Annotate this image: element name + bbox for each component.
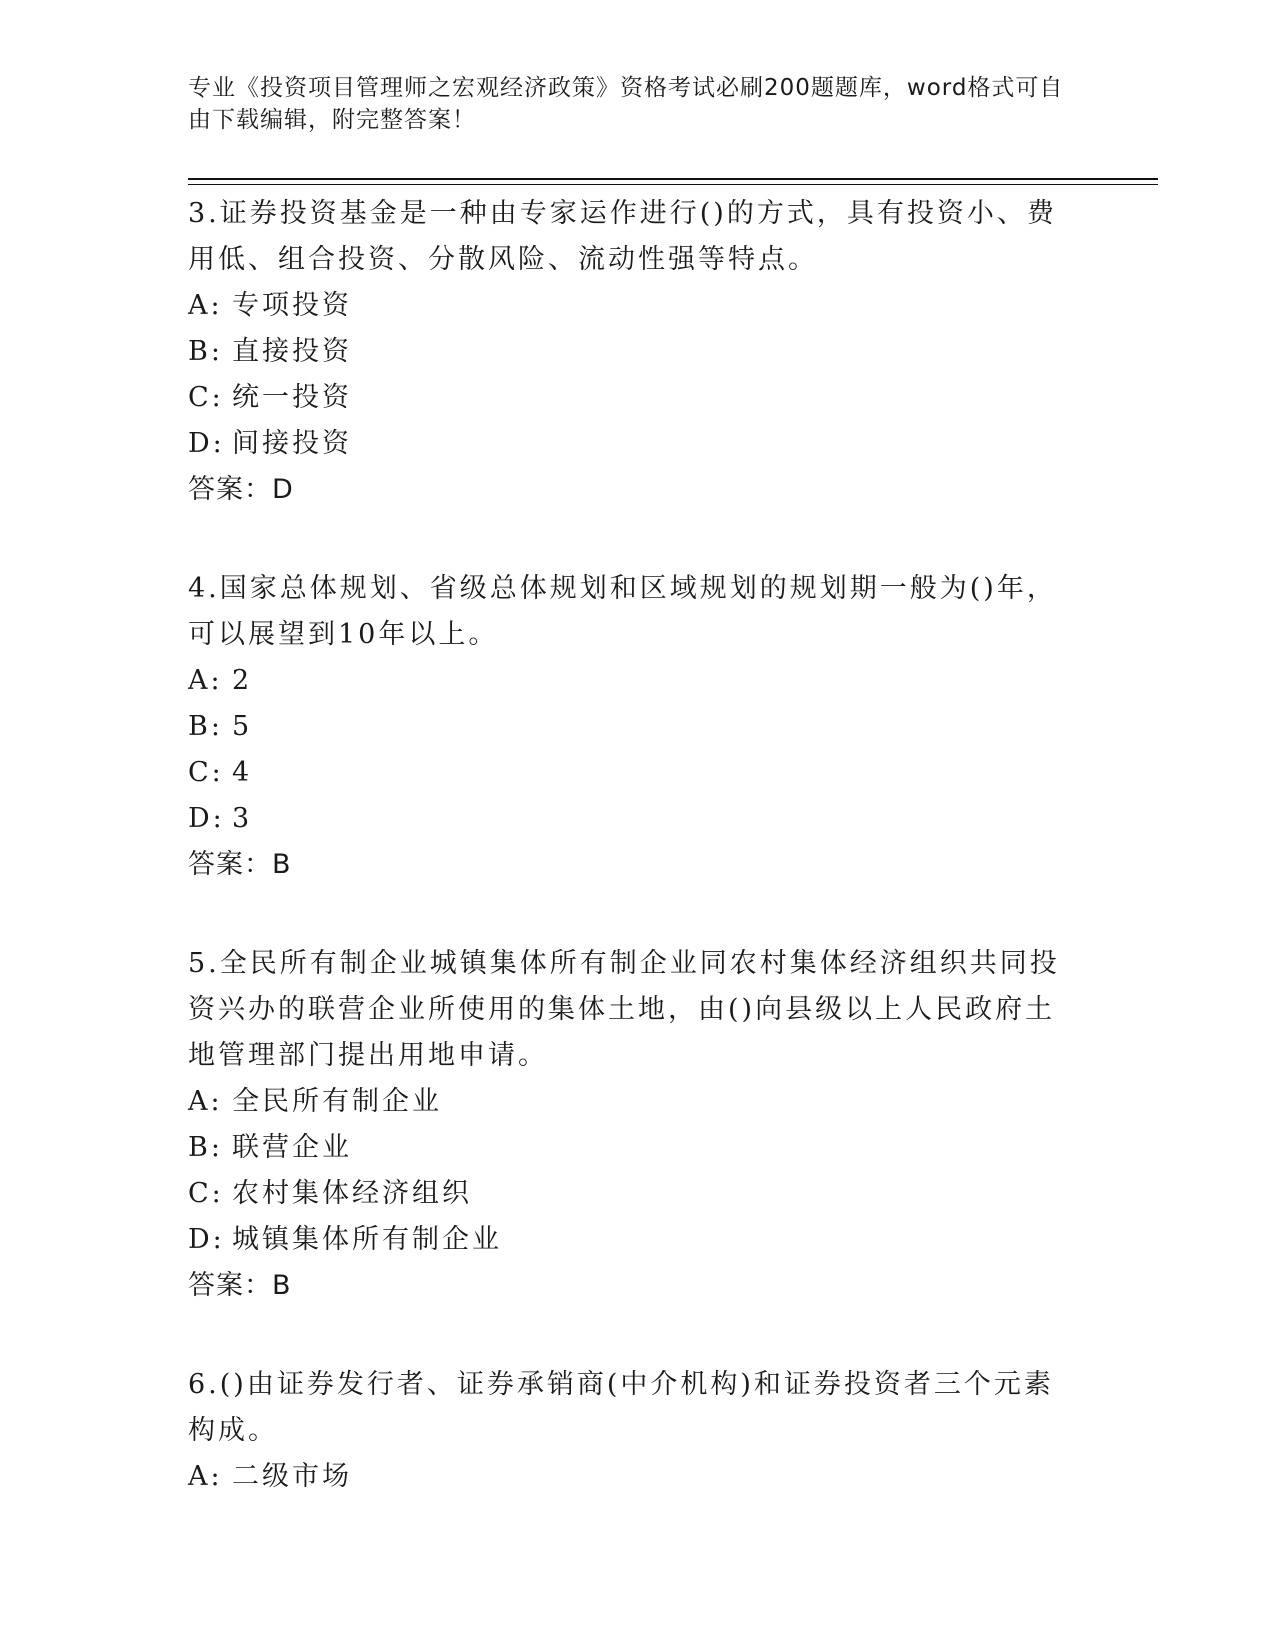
option-letter: D: xyxy=(188,428,225,459)
option-letter: C: xyxy=(188,757,224,788)
question-6-stem: 6.()由证券发行者、证券承销商(中介机构)和证券投资者三个元素构成。 xyxy=(188,1369,1054,1446)
option-letter: A: xyxy=(188,1461,223,1492)
question-4-option-a xyxy=(188,658,1068,704)
question-4-option-b xyxy=(188,704,1068,750)
question-3-option-a xyxy=(188,283,1068,329)
question-list xyxy=(188,191,1068,1553)
question-4-option-c xyxy=(188,750,1068,796)
header-rule-top xyxy=(188,178,1158,180)
answer-label: 答案： xyxy=(188,849,272,880)
option-text: 3 xyxy=(232,803,253,834)
question-3-answer xyxy=(188,467,1068,513)
option-letter: B: xyxy=(188,1132,223,1163)
option-text: 全民所有制企业 xyxy=(232,1086,442,1117)
question-5-answer xyxy=(188,1263,1068,1309)
option-text: 2 xyxy=(232,665,253,696)
answer-value: B xyxy=(272,849,292,880)
question-5-option-b xyxy=(188,1125,1068,1171)
question-3-option-d xyxy=(188,421,1068,467)
option-letter: D: xyxy=(188,803,225,834)
document-header xyxy=(188,72,1068,136)
answer-value: B xyxy=(272,1270,292,1301)
header-rule-bottom xyxy=(188,184,1158,185)
question-5-option-a xyxy=(188,1079,1068,1125)
question-3-option-b xyxy=(188,329,1068,375)
question-3-option-c xyxy=(188,375,1068,421)
option-letter: B: xyxy=(188,336,223,367)
answer-value: D xyxy=(272,474,294,505)
question-5-option-c xyxy=(188,1171,1068,1217)
question-6-option-a xyxy=(188,1454,1068,1500)
question-4 xyxy=(188,566,1068,888)
option-text: 城镇集体所有制企业 xyxy=(232,1224,502,1255)
option-text: 统一投资 xyxy=(232,382,352,413)
option-letter: D: xyxy=(188,1224,225,1255)
question-3-stem: 3.证券投资基金是一种由专家运作进行()的方式，具有投资小、费用低、组合投资、分散风险、流动性强等特点。 xyxy=(188,198,1057,275)
option-text: 专项投资 xyxy=(232,290,352,321)
question-5-stem: 5.全民所有制企业城镇集体所有制企业同农村集体经济组织共同投资兴办的联营企业所使用的集体土地，由()向县级以上人民政府土地管理部门提出用地申请。 xyxy=(188,948,1060,1071)
option-text: 直接投资 xyxy=(232,336,352,367)
question-5-option-d xyxy=(188,1217,1068,1263)
option-text: 农村集体经济组织 xyxy=(232,1178,472,1209)
answer-label: 答案： xyxy=(188,1270,272,1301)
option-text: 联营企业 xyxy=(232,1132,352,1163)
option-letter: C: xyxy=(188,1178,224,1209)
question-4-stem: 4.国家总体规划、省级总体规划和区域规划的规划期一般为()年，可以展望到10年以上。 xyxy=(188,573,1057,650)
option-text: 5 xyxy=(232,711,253,742)
option-text: 二级市场 xyxy=(232,1461,352,1492)
question-3 xyxy=(188,191,1068,513)
option-letter: A: xyxy=(188,665,223,696)
question-4-option-d xyxy=(188,796,1068,842)
question-6 xyxy=(188,1362,1068,1500)
option-text: 4 xyxy=(232,757,253,788)
header-text: 专业《投资项目管理师之宏观经济政策》资格考试必刷200题题库，word格式可自由下载编辑，附完整答案！ xyxy=(188,75,1064,133)
option-letter: A: xyxy=(188,1086,223,1117)
option-text: 间接投资 xyxy=(232,428,352,459)
question-4-answer xyxy=(188,842,1068,888)
question-5 xyxy=(188,941,1068,1309)
answer-label: 答案： xyxy=(188,474,272,505)
option-letter: C: xyxy=(188,382,224,413)
option-letter: B: xyxy=(188,711,223,742)
option-letter: A: xyxy=(188,290,223,321)
